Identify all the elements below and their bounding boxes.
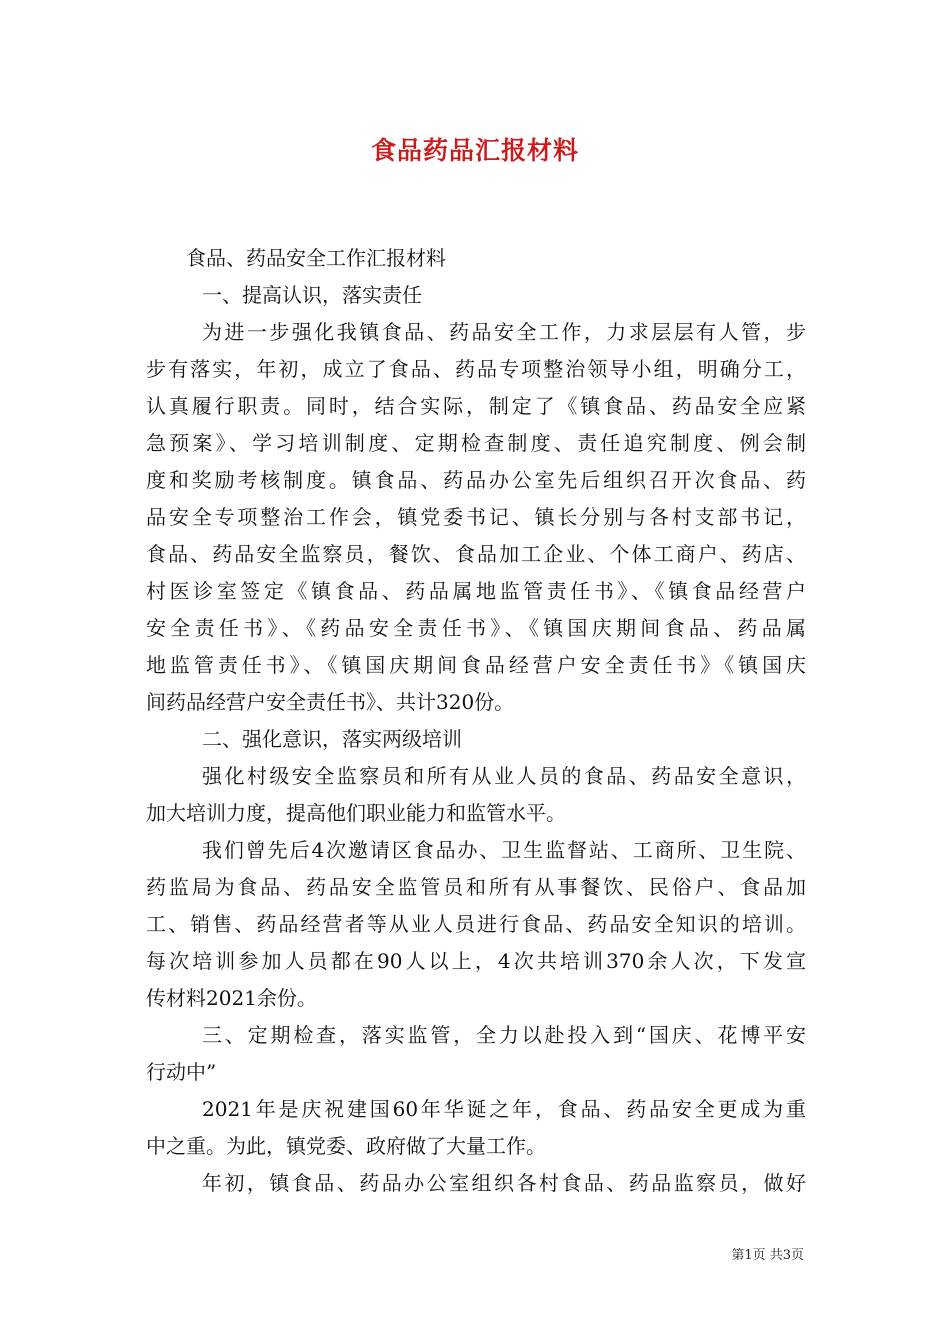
paragraph-line: 地监管责任书》、《镇国庆期间食品经营户安全责任书》《镇国庆 bbox=[146, 653, 806, 677]
paragraph-line: 加大培训力度，提高他们职业能力和监管水平。 bbox=[146, 801, 566, 825]
paragraph-line: 药监局为食品、药品安全监管员和所有从事餐饮、民俗户、食品加 bbox=[146, 875, 806, 899]
paragraph-line: 间药品经营户安全责任书》、共计320份。 bbox=[146, 690, 515, 714]
paragraph-line: 为进一步强化我镇食品、药品安全工作，力求层层有人管，步 bbox=[202, 320, 806, 344]
paragraph-line: 中之重。为此，镇党委、政府做了大量工作。 bbox=[146, 1134, 546, 1158]
subtitle: 食品、药品安全工作汇报材料 bbox=[186, 246, 446, 270]
paragraph-line: 品安全专项整治工作会，镇党委书记、镇长分别与各村支部书记， bbox=[146, 505, 806, 529]
paragraph-line: 年初，镇食品、药品办公室组织各村食品、药品监察员，做好 bbox=[202, 1171, 806, 1195]
section-heading-1: 一、提高认识，落实责任 bbox=[202, 283, 422, 307]
paragraph-line: 我们曾先后4次邀请区食品办、卫生监督站、工商所、卫生院、 bbox=[202, 838, 806, 862]
paragraph-line: 每次培训参加人员都在90人以上，4次共培训370余人次，下发宣 bbox=[146, 949, 806, 973]
section-heading-2: 二、强化意识，落实两级培训 bbox=[202, 727, 462, 751]
paragraph-line: 村医诊室签定《镇食品、药品属地监管责任书》、《镇食品经营户 bbox=[146, 579, 806, 603]
paragraph-line: 度和奖励考核制度。镇食品、药品办公室先后组织召开次食品、药 bbox=[146, 468, 806, 492]
paragraph-line: 食品、药品安全监察员，餐饮、食品加工企业、个体工商户、药店、 bbox=[146, 542, 806, 566]
paragraph-line: 强化村级安全监察员和所有从业人员的食品、药品安全意识， bbox=[202, 764, 806, 788]
paragraph-line: 急预案》、学习培训制度、定期检查制度、责任追究制度、例会制 bbox=[146, 431, 806, 455]
page-number: 第1页 共3页 bbox=[731, 1248, 804, 1263]
document-body bbox=[146, 240, 806, 1202]
paragraph-line: 认真履行职责。同时，结合实际，制定了《镇食品、药品安全应紧 bbox=[146, 394, 806, 418]
paragraph-line: 步有落实，年初，成立了食品、药品专项整治领导小组，明确分工， bbox=[146, 357, 806, 381]
page-title: 食品药品汇报材料 bbox=[370, 136, 579, 165]
section-heading-3: 三、定期检查，落实监管，全力以赴投入到“国庆、花博平安 bbox=[202, 1023, 806, 1047]
paragraph-line: 工、销售、药品经营者等从业人员进行食品、药品安全知识的培训。 bbox=[146, 912, 806, 936]
paragraph-line: 传材料2021余份。 bbox=[146, 986, 317, 1010]
paragraph-line: 安全责任书》、《药品安全责任书》、《镇国庆期间食品、药品属 bbox=[146, 616, 806, 640]
section-heading-3-cont: 行动中” bbox=[146, 1060, 217, 1084]
paragraph-line: 2021年是庆祝建国60年华诞之年，食品、药品安全更成为重 bbox=[202, 1097, 806, 1121]
